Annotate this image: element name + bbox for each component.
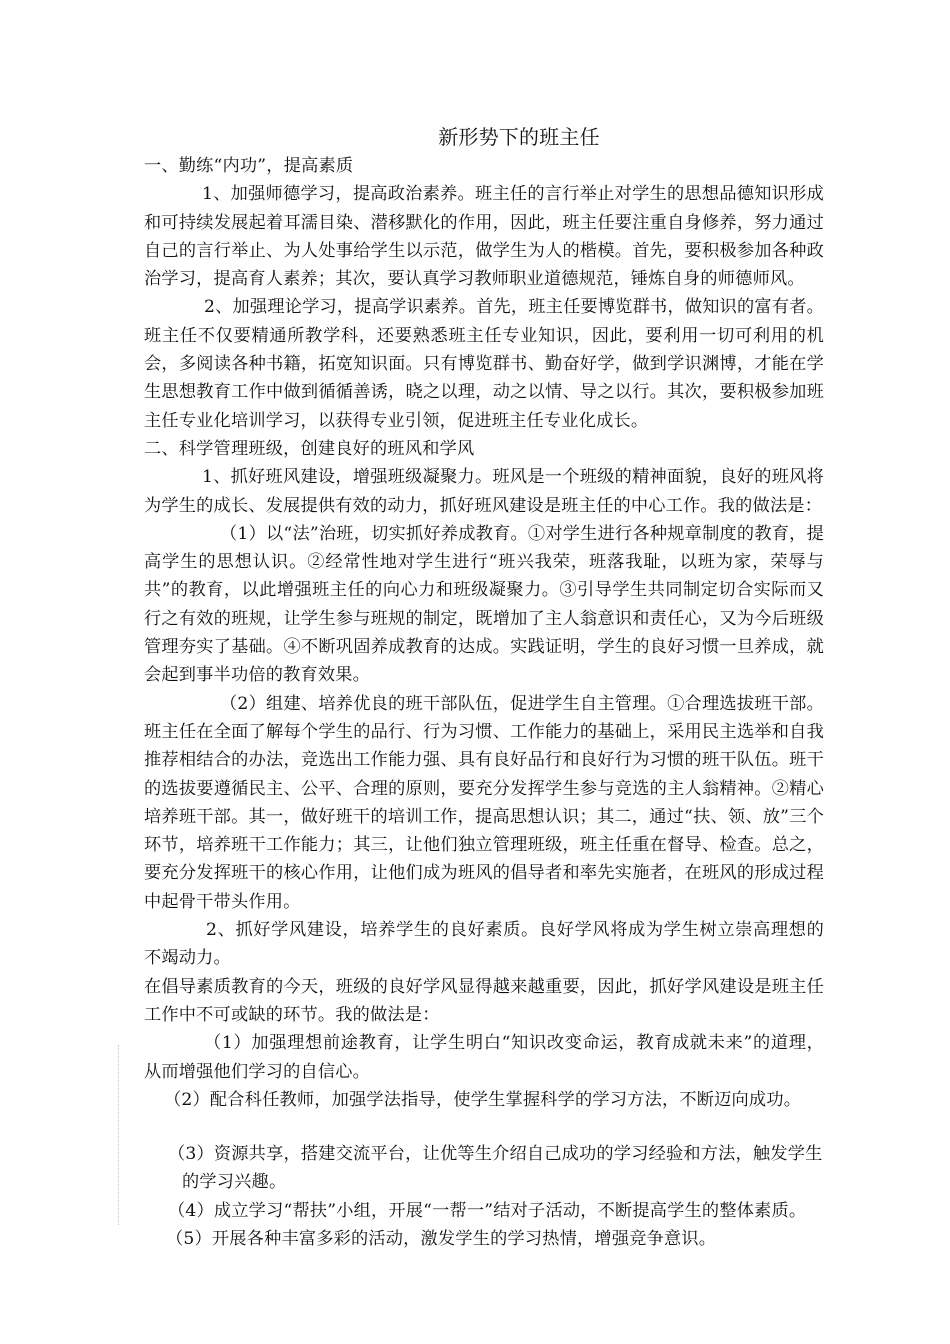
paragraph-6: 2、抓好学风建设，培养学生的良好素质。良好学风将成为学生树立崇高理想的不竭动力。 <box>144 920 824 969</box>
paragraph-2: 2、加强理论学习，提高学识素养。首先，班主任要博览群书，做知识的富有者。班主任不仅要精通所教学科，还要熟悉班主任专业知识，因此，要利用一切可利用的机会，多阅读各种书籍，拓宽知识面。只有博览群书、勤奋好学，做到学识渊博，才能在学生思想教育工作中做到循循善诱，晓之以理，动之以情、导之以行。其次，要积极参加班主任专业化培训学习，以获得专业引领，促进班主任专业化成长。 <box>144 297 824 431</box>
list-item-4: （4）成立学习“帮扶”小组，开展“一帮一”结对子活动，不断提高学生的整体素质。 <box>168 1200 807 1221</box>
document-page <box>144 122 824 1253</box>
paragraph-4: （1）以“法”治班，切实抓好养成教育。①对学生进行各种规章制度的教育，提高学生的思想认识。②经常性地对学生进行“班兴我荣，班落我耻，以班为家，荣辱与共”的教育，以此增强班主任的向心力和班级凝聚力。③引导学生共同制定切合实际而又行之有效的班规，让学生参与班规的制定，既增加了主人翁意识和责任心，又为今后班级管理夯实了基础。④不断巩固养成教育的达成。实践证明，学生的良好习惯一旦养成，就会起到事半功倍的教育效果。 <box>144 523 824 686</box>
blank-line <box>144 1114 824 1140</box>
paragraph-8: （1）加强理想前途教育，让学生明白“知识改变命运，教育成就未来”的道理，从而增强他们学习的自信心。 <box>144 1033 824 1082</box>
paragraph-7: 在倡导素质教育的今天，班级的良好学风显得越来越重要，因此，抓好学风建设是班主任工作中不可或缺的环节。我的做法是： <box>144 976 824 1025</box>
paragraph-1: 1、加强师德学习，提高政治素养。班主任的言行举止对学生的思想品德知识形成和可持续发展起着耳濡目染、潜移默化的作用，因此，班主任要注重自身修养，努力通过自己的言行举止、为人处事给学生以示范，做学生为人的楷模。首先，要积极参加各种政治学习，提高育人素养；其次，要认真学习教师职业道德规范，锤炼自身的师德师风。 <box>144 184 824 290</box>
document-title: 新形势下的班主任 <box>438 125 600 149</box>
list-item-3: （3）资源共享，搭建交流平台，让优等生介绍自己成功的学习经验和方法，触发学生的学习兴趣。 <box>168 1144 823 1193</box>
paragraph-3: 1、抓好班风建设，增强班级凝聚力。班风是一个班级的精神面貌，良好的班风将为学生的成长、发展提供有效的动力，抓好班风建设是班主任的中心工作。我的做法是： <box>144 467 824 516</box>
section-heading-2: 二、科学管理班级，创建良好的班风和学风 <box>144 438 475 459</box>
list-item-2: （2）配合科任教师，加强学法指导，使学生掌握科学的学习方法，不断迈向成功。 <box>164 1089 802 1110</box>
section-heading-1: 一、勤练“内功”，提高素质 <box>144 156 354 176</box>
margin-rule <box>118 1045 119 1225</box>
list-item-5: （5）开展各种丰富多彩的活动，激发学生的学习热情，增强竞争意识。 <box>166 1228 717 1249</box>
paragraph-5: （2）组建、培养优良的班干部队伍，促进学生自主管理。①合理选拔班干部。班主任在全面了解每个学生的品行、行为习惯、工作能力的基础上，采用民主选举和自我推荐相结合的办法，竞选出工作能力强、具有良好品行和良好行为习惯的班干队伍。班干的选拔要遵循民主、公平、合理的原则，要充分发挥学生参与竞选的主人翁精神。②精心培养班干部。其一，做好班干的培训工作，提高思想认识；其二，通过“扶、领、放”三个环节，培养班干工作能力；其三，让他们独立管理班级，班主任重在督导、检查。总之，要充分发挥班干的核心作用，让他们成为班风的倡导者和率先实施者，在班风的形成过程中起骨干带头作用。 <box>144 693 824 912</box>
